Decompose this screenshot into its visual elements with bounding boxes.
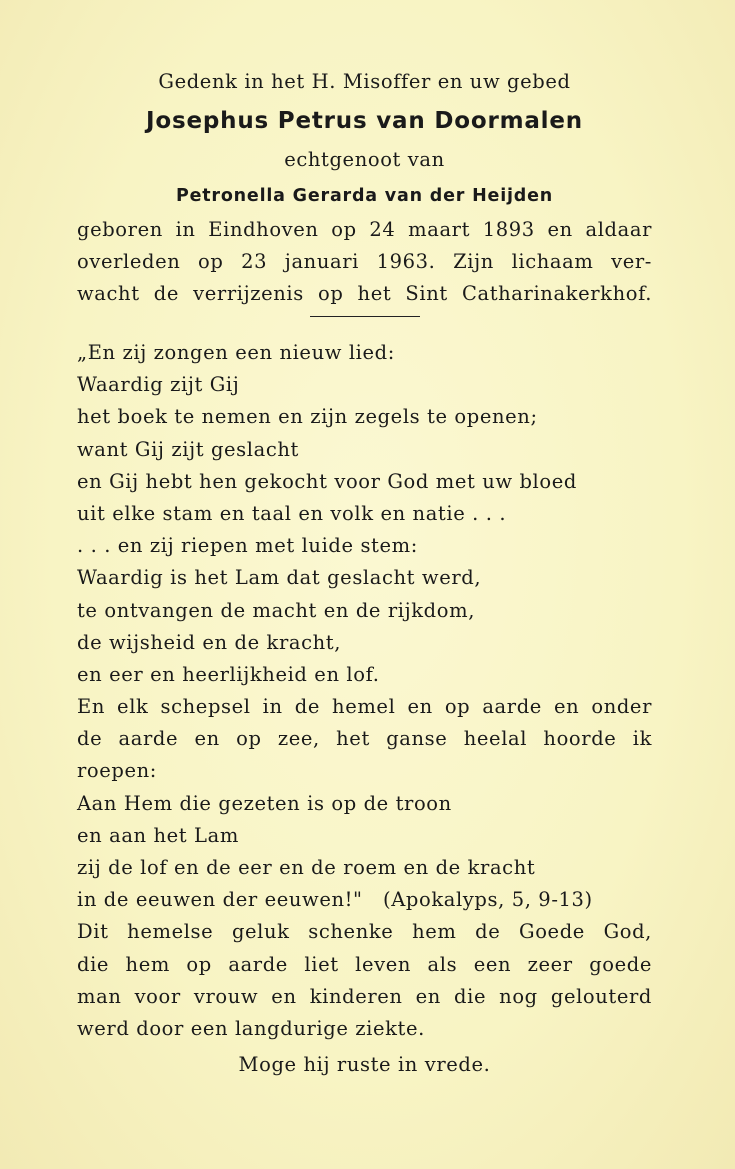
verse-line: en eer en heerlijkheid en lof. [77,662,380,686]
verse-line: Waardig zijt Gij [77,373,240,397]
verse-line: die hem op aarde liet leven als een zeer goede [77,952,652,976]
relation-line: echtgenoot van [284,148,445,171]
verse-line: man voor vrouw en kinderen en die nog gelouterd [77,984,652,1008]
verse-line: het boek te nemen en zijn zegels te openen; [77,405,538,429]
verse-line: in de eeuwen der eeuwen!" (Apokalyps, 5, 9-13) [77,888,593,912]
deceased-name: Josephus Petrus van Doormalen [146,108,583,134]
card-content [77,66,652,1081]
verse-line: en Gij hebt hen gekocht voor God met uw bloed [77,469,577,493]
verse-line: uit elke stam en taal en volk en natie . . . [77,501,507,525]
verse-line: Dit hemelse geluk schenke hem de Goede God, [77,920,652,944]
biography-line-2: overleden op 23 januari 1963. Zijn lichaam ver- [77,250,652,273]
biography-line-3: wacht de verrijzenis op het Sint Catharinakerkhof. [77,282,652,305]
verse-line: roepen: [77,759,157,783]
intro-line: Gedenk in het H. Misoffer en uw gebed [158,70,571,93]
verse-line: zij de lof en de eer en de roem en de kracht [77,856,536,879]
biography-line-1: geboren in Eindhoven op 24 maart 1893 en aldaar [77,218,652,241]
verse-line: En elk schepsel in de hemel en op aarde en onder [77,695,652,719]
verse-line: de wijsheid en de kracht, [77,630,342,654]
verse-line: Waardig is het Lam dat geslacht werd, [77,566,482,590]
divider [310,316,420,317]
verse-line: de aarde en op zee, het ganse heelal hoorde ik [77,727,652,751]
verse-line: . . . en zij riepen met luide stem: [77,534,418,558]
verse-line: en aan het Lam [77,823,239,847]
verse-line: want Gij zijt geslacht [77,437,299,461]
verse-line: „En zij zongen een nieuw lied: [77,341,395,364]
closing-line: Moge hij ruste in vrede. [238,1053,491,1077]
verse-line: te ontvangen de macht en de rijkdom, [77,598,475,622]
verse-block [77,337,652,1045]
verse-line: Aan Hem die gezeten is op de troon [77,791,452,815]
verse-line: werd door een langdurige ziekte. [77,1016,425,1040]
spouse-name: Petronella Gerarda van der Heijden [175,186,554,206]
